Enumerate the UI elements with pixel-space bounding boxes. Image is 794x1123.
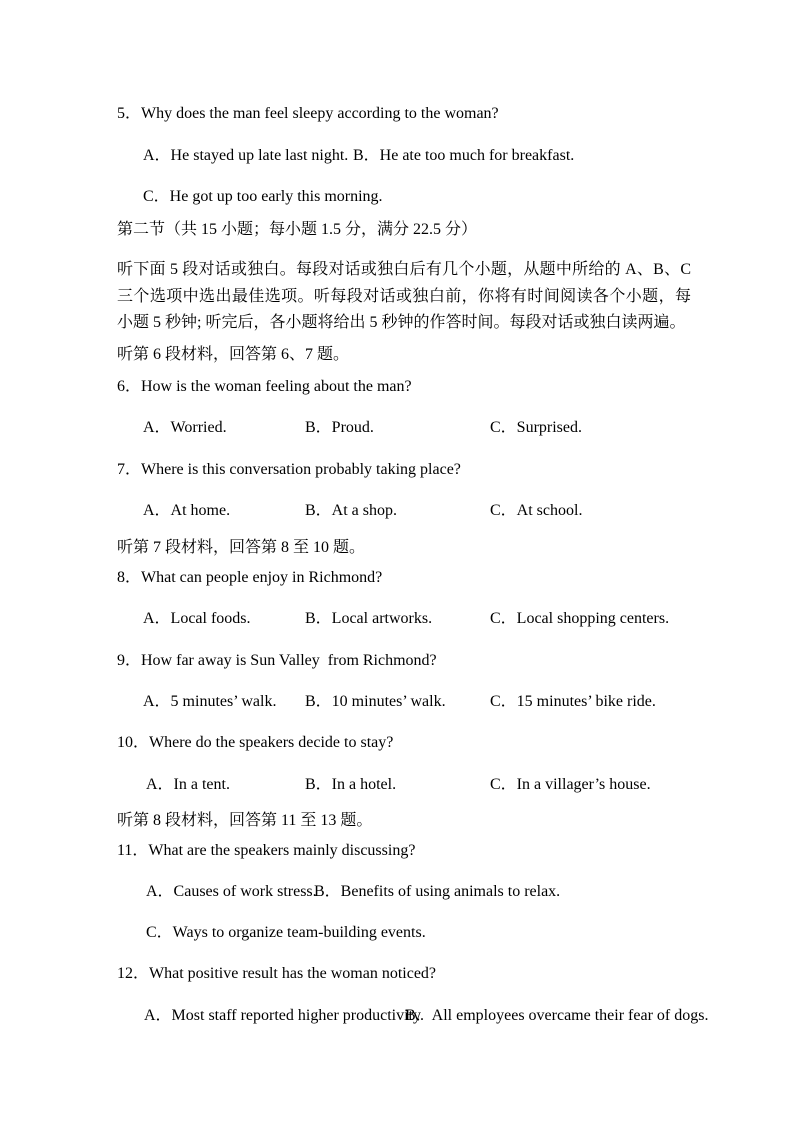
- question-11-options-row-1: [0, 881, 794, 902]
- question-12-option-a: A．Most staff reported higher productivity.: [144, 1007, 424, 1024]
- material-8-header: 听第 8 段材料，回答第 11 至 13 题。: [117, 812, 373, 829]
- section-2-instructions: 听下面 5 段对话或独白。每段对话或独白后有几个小题，从题中所给的 A、B、C 三个选项中选出最佳选项。听每段对话或独白前，你将有时间阅读各个小题，每小题 5 秒钟; 听完后，各小题将给出 5 秒钟的作答时间。每段对话或独白读两遍。: [117, 261, 691, 331]
- question-7-option-a: A．At home.: [143, 502, 231, 519]
- question-11-option-c: C．Ways to organize team-building events.: [146, 924, 426, 941]
- question-11-option-a: A．Causes of work stress.: [146, 883, 317, 900]
- question-10-option-c: C．In a villager’s house.: [490, 776, 651, 793]
- question-8-text: 8．What can people enjoy in Richmond?: [117, 569, 383, 586]
- question-5-option-c: C．He got up too early this morning.: [143, 188, 383, 205]
- question-8-option-a: A．Local foods.: [143, 610, 251, 627]
- question-10-text: 10．Where do the speakers decide to stay?: [117, 734, 394, 751]
- question-6-option-a: A．Worried.: [143, 419, 227, 436]
- question-9-option-b: B．10 minutes’ walk.: [305, 693, 446, 710]
- question-8-option-c: C．Local shopping centers.: [490, 610, 670, 627]
- question-6-text: 6．How is the woman feeling about the man?: [117, 378, 412, 395]
- question-11-text: 11．What are the speakers mainly discussing?: [117, 842, 416, 859]
- question-9-option-a: A．5 minutes’ walk.: [143, 693, 277, 710]
- question-6-option-c: C．Surprised.: [490, 419, 583, 436]
- question-8-option-b: B．Local artworks.: [305, 610, 433, 627]
- question-9-option-c: C．15 minutes’ bike ride.: [490, 693, 656, 710]
- question-11-option-b: B．Benefits of using animals to relax.: [314, 883, 561, 900]
- question-12-option-b: B．All employees overcame their fear of dogs.: [405, 1007, 709, 1024]
- question-9-options-row: [0, 691, 794, 712]
- question-5-options-row-1: [0, 145, 794, 166]
- question-7-option-b: B．At a shop.: [305, 502, 398, 519]
- question-9-text: 9．How far away is Sun Valley from Richmond?: [117, 652, 437, 669]
- question-7-text: 7．Where is this conversation probably taking place?: [117, 461, 461, 478]
- question-6-option-b: B．Proud.: [305, 419, 374, 436]
- question-5-option-b: B．He ate too much for breakfast.: [353, 147, 575, 164]
- section-2-header: 第二节（共 15 小题；每小题 1.5 分，满分 22.5 分）: [117, 221, 478, 238]
- material-7-header: 听第 7 段材料，回答第 8 至 10 题。: [117, 539, 366, 556]
- question-5-option-a: A．He stayed up late last night.: [143, 147, 349, 164]
- question-7-options-row: [0, 500, 794, 521]
- question-12-text: 12．What positive result has the woman noticed?: [117, 965, 437, 982]
- question-5-options-row-2: [0, 186, 794, 207]
- question-11-options-row-2: [0, 922, 794, 943]
- material-6-header: 听第 6 段材料，回答第 6、7 题。: [117, 346, 350, 363]
- question-10-option-a: A．In a tent.: [146, 776, 230, 793]
- question-7-option-c: C．At school.: [490, 502, 583, 519]
- question-8-options-row: [0, 608, 794, 629]
- question-10-options-row: [0, 774, 794, 795]
- question-10-option-b: B．In a hotel.: [305, 776, 397, 793]
- question-12-options-row: [0, 1005, 794, 1026]
- question-5-text: 5．Why does the man feel sleepy according to the woman?: [117, 105, 499, 122]
- question-6-options-row: [0, 417, 794, 438]
